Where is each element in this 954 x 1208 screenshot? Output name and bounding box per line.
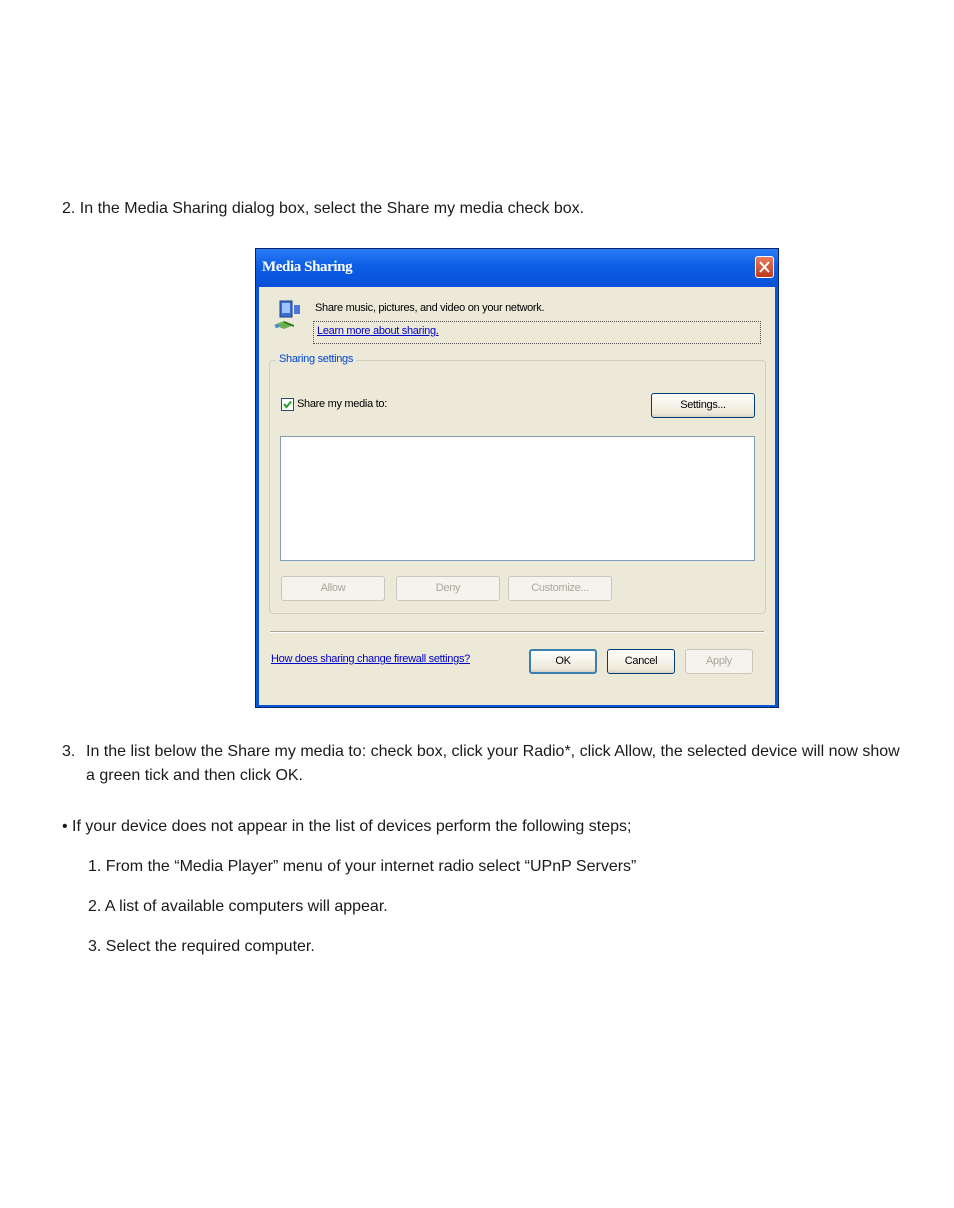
step-3-text: In the list below the Share my media to: check box, click your Radio*, click Allow, the selected device will now show a green tick and then click OK.	[86, 743, 900, 784]
step-3-number: 3.	[62, 743, 76, 760]
step-3	[62, 740, 902, 788]
close-button[interactable]	[755, 256, 774, 278]
sub-step-3: 3. Select the required computer.	[88, 938, 315, 955]
customize-button[interactable]: Customize...	[508, 576, 612, 601]
dialog-titlebar	[256, 249, 778, 287]
media-sharing-icon	[272, 299, 304, 333]
step-2-text: 2. In the Media Sharing dialog box, select the Share my media check box.	[62, 200, 585, 217]
sub-step-2: 2. A list of available computers will appear.	[88, 898, 388, 915]
sharing-settings-label: Sharing settings	[276, 353, 356, 365]
dialog-client-area	[259, 287, 775, 705]
allow-button[interactable]: Allow	[281, 576, 385, 601]
deny-button[interactable]: Deny	[396, 576, 500, 601]
dialog-title: Media Sharing	[262, 259, 353, 275]
close-icon	[758, 260, 771, 274]
bullet-note: • If your device does not appear in the list of devices perform the following steps;	[62, 818, 632, 835]
ok-button[interactable]: OK	[529, 649, 597, 674]
settings-button[interactable]: Settings...	[651, 393, 755, 418]
share-my-media-label: Share my media to:	[297, 398, 387, 410]
share-my-media-checkbox[interactable]	[281, 398, 294, 411]
checkmark-icon	[282, 399, 293, 410]
sharing-settings-group	[269, 353, 766, 614]
firewall-settings-link[interactable]: How does sharing change firewall settings?	[271, 653, 470, 665]
cancel-button[interactable]: Cancel	[607, 649, 675, 674]
learn-more-focus-box	[313, 321, 761, 344]
dialog-separator	[270, 631, 764, 633]
device-list[interactable]	[280, 436, 755, 561]
apply-button[interactable]: Apply	[685, 649, 753, 674]
media-sharing-dialog	[255, 248, 779, 708]
intro-text: Share music, pictures, and video on your network.	[315, 302, 545, 314]
sub-step-1: 1. From the “Media Player” menu of your internet radio select “UPnP Servers”	[88, 858, 637, 875]
learn-more-link[interactable]: Learn more about sharing.	[317, 325, 439, 337]
